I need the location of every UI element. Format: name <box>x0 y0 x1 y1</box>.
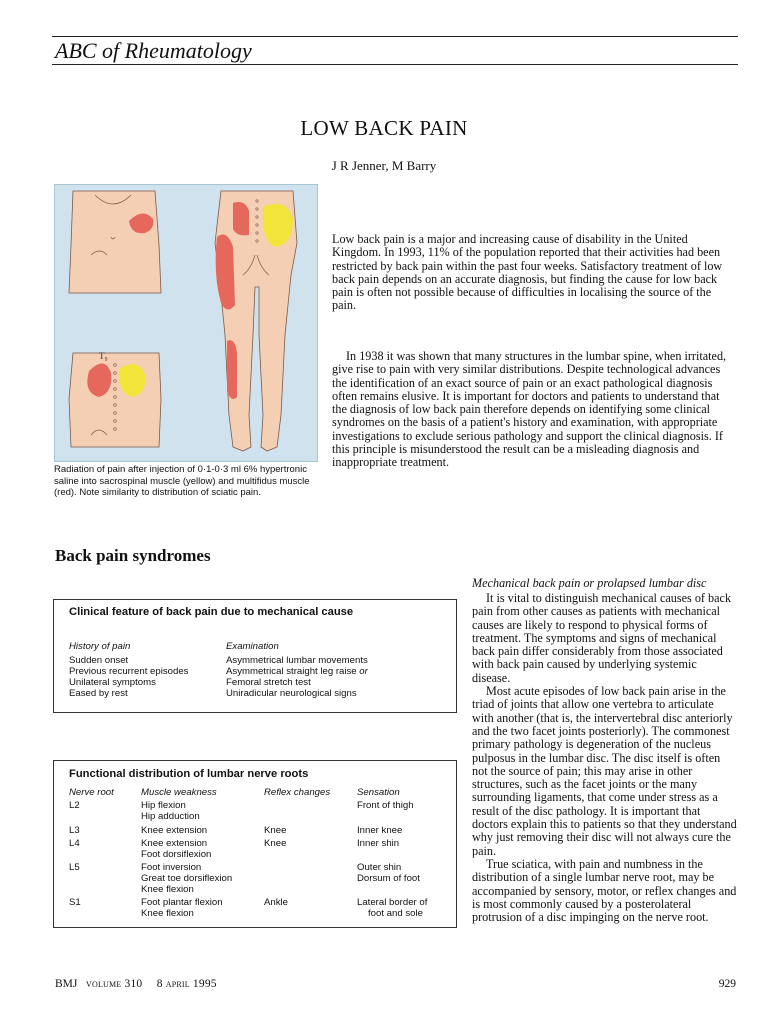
muscle-weakness: Knee flexion <box>141 884 194 895</box>
history-item: Previous recurrent episodes <box>69 666 189 677</box>
history-item: Eased by rest <box>69 688 128 699</box>
footer-journal-name: BMJ <box>55 978 78 990</box>
top-rule <box>52 36 738 37</box>
page-number: 929 <box>718 978 736 990</box>
journal-title: ABC of Rheumatology <box>55 38 252 63</box>
exam-item-or: or <box>359 666 368 677</box>
column-header: History of pain <box>69 641 131 652</box>
history-item: Unilateral symptoms <box>69 677 156 688</box>
mechanical-paragraph: It is vital to distinguish mechanical causes of back pain from other causes as patients with mechanical causes are likely to respond to physical forms of treatment. The symptoms and signs of mechanical back pain differ considerably from those associated with back pain caused by underlying systemic disease. <box>472 591 732 685</box>
muscle-weakness: Foot plantar flexion <box>141 897 223 908</box>
pain-distribution-figure <box>54 184 318 462</box>
clinical-features-box <box>53 599 457 713</box>
column-header: Muscle weakness <box>141 787 217 798</box>
muscle-weakness: Knee extension <box>141 825 208 836</box>
nerve-root: L4 <box>69 838 80 849</box>
subsection-heading: Mechanical back pain or prolapsed lumbar disc <box>472 576 707 590</box>
nerve-root: L3 <box>69 825 80 836</box>
column-header: Nerve root <box>69 787 114 798</box>
figure-caption: Radiation of pain after injection of 0·1-0·3 ml 6% hypertronic saline into sacrospinal muscle (yellow) and multifidus muscle (red). Note similarity to distribution of sciatic pain. <box>54 464 310 499</box>
muscle-weakness: Hip adduction <box>141 811 200 822</box>
muscle-weakness: Knee flexion <box>141 908 194 919</box>
mechanical-paragraph: True sciatica, with pain and numbness in the distribution of a single lumbar nerve root, may be accompanied by sensory, motor, or reflex changes and is most commonly caused by a posterolateral protrusion of a disc impinging on the nerve root. <box>472 856 737 925</box>
header-rule <box>52 64 738 65</box>
intro-paragraph-1: Low back pain is a major and increasing cause of disability in the United Kingdom. In 1993, 11% of the population reported that their activities had been restricted by back pain within the past four weeks. Satisfactory treatment of low back pain depends on an accurate diagnosis, but finding the cause for low back pain is often not possible because of difficulties in localising the source of the pain. <box>332 232 723 313</box>
posterior-legs-diagram <box>215 191 297 451</box>
exam-item: Asymmetrical lumbar movements <box>226 655 368 666</box>
reflex-change: Knee <box>264 825 287 836</box>
torso-front-diagram <box>69 191 161 293</box>
muscle-weakness: Foot dorsiflexion <box>141 849 212 860</box>
mechanical-paragraph: Most acute episodes of low back pain arise in the triad of joints that allow one vertebra to articulate with another (that is, the intervertebral disc anteriorly and the two facet joints posteriorly). The commonest primary pathology is degeneration of the nucleus pulposus in the lumbar disc. The disc itself is often not the source of pain; this may arise in other structures, such as the facet joints or the many surrounding ligaments, that come under stress as a result of the disc pathology. It is important that doctors explain this to patients so that they understand why just removing their disc will not always cure the pain. <box>472 684 737 858</box>
exam-item: Femoral stretch test <box>226 677 311 688</box>
exam-item <box>226 666 368 677</box>
sensation: Inner shin <box>357 838 400 849</box>
muscle-weakness: Great toe dorsiflexion <box>141 873 233 884</box>
column-header: Sensation <box>357 787 400 798</box>
t9-label: T₉ <box>99 351 108 361</box>
pain-distribution-illustration <box>55 185 317 461</box>
mechanical-text <box>472 592 738 924</box>
column-header: Reflex changes <box>264 787 331 798</box>
sensation: foot and sole <box>368 908 423 919</box>
muscle-weakness: Knee extension <box>141 838 208 849</box>
box-title: Functional distribution of lumbar nerve roots <box>69 768 309 780</box>
footer-citation <box>55 978 217 990</box>
column-header: Examination <box>226 641 279 652</box>
footer-date: 8 april 1995 <box>156 978 217 990</box>
muscle-weakness: Hip flexion <box>141 800 186 811</box>
sensation: Dorsum of foot <box>357 873 420 884</box>
reflex-change: Knee <box>264 838 287 849</box>
section-heading: Back pain syndromes <box>55 546 211 565</box>
sensation: Inner knee <box>357 825 403 836</box>
intro-paragraph-2: In 1938 it was shown that many structures in the lumbar spine, when irritated, give rise to pain with very similar distributions. Despite technological advances the identification of an exact source of pain or an exact pathological diagnosis often remains elusive. It is important for doctors and patients to understand that the diagnosis of low back pain therefore depends on identifying some clinical syndromes on the basis of a patient's history and examination, with appropriate investigations to exclude serious pathology and support the clinical diagnosis. If this principle is misunderstood the result can be a misleading diagnosis and inappropriate treatment. <box>332 349 727 470</box>
author-line: J R Jenner, M Barry <box>331 158 437 173</box>
muscle-weakness: Foot inversion <box>141 862 202 873</box>
torso-back-diagram <box>69 351 161 447</box>
sensation: Front of thigh <box>357 800 414 811</box>
sensation: Lateral border of <box>357 897 428 908</box>
history-item: Sudden onset <box>69 655 129 666</box>
reflex-change: Ankle <box>264 897 288 908</box>
box-title: Clinical feature of back pain due to mechanical cause <box>69 606 354 618</box>
exam-item-text: Asymmetrical straight leg raise <box>226 666 357 677</box>
nerve-roots-box <box>53 760 457 928</box>
sensation: Outer shin <box>357 862 402 873</box>
nerve-root: L5 <box>69 862 80 873</box>
nerve-root: S1 <box>69 897 81 908</box>
footer-volume: volume 310 <box>86 978 143 990</box>
article-title: LOW BACK PAIN <box>300 116 468 140</box>
exam-item: Uniradicular neurological signs <box>226 688 357 699</box>
nerve-root: L2 <box>69 800 80 811</box>
